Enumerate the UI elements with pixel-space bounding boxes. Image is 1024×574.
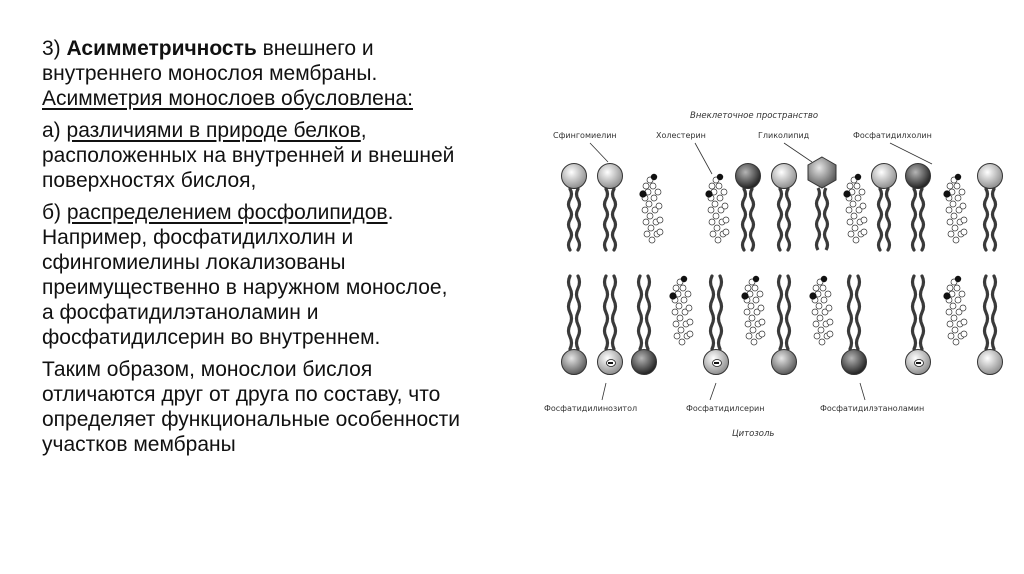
fatty-acid-tail [719,276,722,349]
cholesterol-atom [847,183,853,189]
cholesterol-atom [748,303,754,309]
cholesterol-atom [750,327,756,333]
cholesterol-atom [946,207,952,213]
slide-text [42,36,552,464]
item-number: 3) [42,37,67,60]
cholesterol-atom [961,319,967,325]
cholesterol-atom [676,303,682,309]
cholesterol-atom [714,225,720,231]
cholesterol-atom [819,339,825,345]
cholesterol-atom [678,327,684,333]
text-line: внутреннего монослоя мембраны. [42,62,378,85]
cholesterol-atom [814,333,820,339]
cholesterol-atom [650,183,656,189]
cholesterol-atom [952,327,958,333]
polar-head [978,164,1003,189]
cholesterol-atom [685,291,691,297]
cholesterol-atom [746,333,752,339]
cholesterol-atom [818,327,824,333]
outer-monolayer [562,157,1003,250]
cholesterol-atom [687,331,693,337]
fatty-acid-tail [751,189,754,250]
cholesterol-atom [744,309,750,315]
phosphatidylserine-label: Фосфатидилсерин [686,404,765,413]
text-line: сфингомиелины локализованы [42,251,346,274]
cholesterol-atom [961,331,967,337]
cholesterol-atom [651,195,657,201]
cholesterol-atom-dark [855,174,861,180]
cholesterol-atom [861,217,867,223]
cholesterol-label: Холестерин [656,131,706,140]
cholesterol-atom [758,305,764,311]
cholesterol-atom [852,225,858,231]
fatty-acid-tail [993,276,996,349]
polar-head [906,164,931,189]
cholesterol-atom [712,201,718,207]
cholesterol-atom [672,309,678,315]
item-letter: а) [42,119,67,142]
fatty-acid-tail [879,189,882,250]
cholesterol-atom [861,229,867,235]
cholesterol-atom [953,237,959,243]
cholesterol-atom [751,339,757,345]
cholesterol-hydroxyl [943,190,950,197]
polar-head [736,164,761,189]
cholesterol-atom [715,237,721,243]
cholesterol-atom [952,225,958,231]
polar-head [772,164,797,189]
fatty-acid-tail [639,276,642,349]
fatty-acid-tail [569,189,572,250]
cholesterol-atom [713,213,719,219]
fatty-acid-tail [887,189,890,250]
cholesterol-atom [674,333,680,339]
glycolipid-sugar-head [808,157,836,188]
fatty-acid-tail [613,276,616,349]
cholesterol-atom [812,309,818,315]
cholesterol-hydroxyl [843,190,850,197]
cholesterol-atom [656,203,662,209]
cholesterol-hydroxyl [943,292,950,299]
cholesterol-atom [951,315,957,321]
underlined-phrase: различиями в природе белков [66,119,361,142]
extracellular-space-label: Внеклеточное пространство [690,111,819,121]
cholesterol-atom [947,321,953,327]
fatty-acid-tail [787,276,790,349]
cholesterol-atom [816,303,822,309]
fatty-acid-tail [605,276,608,349]
polar-head [978,350,1003,375]
text-line: отличаются друг от друга по составу, что [42,383,441,406]
cholesterol-atom [959,189,965,195]
phosphatidylcholine-label: Фосфатидилхолин [853,131,932,140]
cholesterol-atom [679,339,685,345]
cholesterol-atom [687,319,693,325]
pointer-line [890,143,932,164]
glycolipid-tail [825,188,828,250]
cholesterol-atom [722,203,728,209]
cholesterol-atom [709,183,715,189]
pointer-line [590,143,608,162]
phosphatidylethanolamine-label: Фосфатидилэтаноламин [820,404,925,413]
polar-head [632,350,657,375]
cholesterol-atom [947,285,953,291]
punctuation: . [387,201,394,224]
pointer-line [860,383,865,400]
conclusion-paragraph [42,357,552,457]
fatty-acid-tail [985,189,988,250]
cholesterol-atom [961,229,967,235]
fatty-acid-tail [921,276,924,349]
cholesterol-atom [757,291,763,297]
polar-head [842,350,867,375]
cholesterol-atom [709,219,715,225]
cholesterol-hydroxyl [809,292,816,299]
sphingomyelin-label: Сфингомиелин [553,131,617,140]
cholesterol-atom [859,189,865,195]
asymmetry-paragraph [42,36,552,111]
text-line: поверхностях бислоя, [42,169,257,192]
item-letter: б) [42,201,67,224]
underlined-phrase: распределением фосфолипидов [66,201,388,224]
fatty-acid-tail [913,276,916,349]
glycolipid-label: Гликолипид [758,131,810,140]
cholesterol-atom [655,189,661,195]
cholesterol-atom [642,207,648,213]
polar-head [562,164,587,189]
fatty-acid-tail [787,189,790,250]
text-line: участков мембраны [42,433,236,456]
cholesterol-atom [853,237,859,243]
polar-head [562,350,587,375]
polar-head [772,350,797,375]
text-line: расположенных на внутренней и внешней [42,144,455,167]
text-line: преимущественно в наружном монослое, [42,276,448,299]
cholesterol-atom [813,285,819,291]
cholesterol-atom [723,229,729,235]
fatty-acid-tail [779,276,782,349]
cholesterol-atom [646,201,652,207]
cholesterol-atom [848,231,854,237]
fatty-acid-tail [921,189,924,250]
phospholipids-paragraph [42,200,552,350]
head-group-mark [714,362,719,364]
text-line: Например, фосфатидилхолин и [42,226,354,249]
cholesterol-atom [813,321,819,327]
polar-head [872,164,897,189]
cholesterol-atom [850,201,856,207]
pointer-line [602,383,606,400]
cholesterol-atom [657,229,663,235]
cholesterol-atom [686,305,692,311]
fatty-acid-tail [711,276,714,349]
cholesterol-atom [955,297,961,303]
cholesterol-atom-dark [681,276,687,282]
fatty-acid-tail [605,189,608,250]
fatty-acid-tail [849,276,852,349]
membrane-bilayer-diagram [540,100,1024,450]
pointer-line [695,143,712,174]
cholesterol-atom [752,285,758,291]
cholesterol-atom-dark [753,276,759,282]
cholesterol-atom [827,319,833,325]
cholesterol-atom [680,285,686,291]
cholesterol-atom [745,321,751,327]
fatty-acid-tail [857,276,860,349]
cholesterol-atom-dark [955,174,961,180]
cholesterol-hydroxyl [741,292,748,299]
cholesterol-atom [721,189,727,195]
cholesterol-atom [851,213,857,219]
cholesterol-atom-dark [651,174,657,180]
cytosol-label: Цитозоль [732,429,775,439]
fatty-acid-tail [569,276,572,349]
fatty-acid-tail [647,276,650,349]
cholesterol-atom [717,195,723,201]
cholesterol-atom [827,331,833,337]
cholesterol-atom [749,315,755,321]
cholesterol-atom-dark [821,276,827,282]
cholesterol-atom [643,183,649,189]
cholesterol-atom [708,207,714,213]
cholesterol-atom [826,305,832,311]
text-line: внешнего и [256,37,374,60]
fatty-acid-tail [985,276,988,349]
cholesterol-atom [948,231,954,237]
fatty-acid-tail [743,189,746,250]
cholesterol-atom [677,315,683,321]
glycolipid-tail [817,188,820,250]
cholesterol-atom [648,225,654,231]
text-line: фосфатидилсерин во внутреннем. [42,326,381,349]
cholesterol-atom [723,217,729,223]
term-asymmetry: Асимметричность [66,37,257,60]
cholesterol-atom [847,219,853,225]
cholesterol-atom [948,333,954,339]
pointer-line [710,383,716,400]
cholesterol-atom [950,303,956,309]
cholesterol-atom [716,183,722,189]
cholesterol-atom [947,219,953,225]
cholesterol-atom [954,183,960,189]
cholesterol-atom [649,237,655,243]
pointer-line [784,143,812,162]
cholesterol-atom [860,203,866,209]
proteins-paragraph [42,118,552,193]
cholesterol-atom [817,315,823,321]
head-group-mark [608,362,613,364]
fatty-acid-tail [913,189,916,250]
cholesterol-atom [644,231,650,237]
cholesterol-atom [960,305,966,311]
cholesterol-atom [673,285,679,291]
cholesterol-atom [710,231,716,237]
fatty-acid-tail [613,189,616,250]
cholesterol-atom-dark [717,174,723,180]
cholesterol-hydroxyl [669,292,676,299]
cholesterol-atom [950,201,956,207]
cholesterol-atom [657,217,663,223]
phosphatidylinositol-label: Фосфатидилинозитол [544,404,638,413]
cholesterol-atom [959,291,965,297]
cholesterol-atom [961,217,967,223]
cholesterol-atom [647,213,653,219]
cholesterol-atom [673,321,679,327]
cholesterol-atom [854,183,860,189]
head-group-mark [916,362,921,364]
underlined-text-line: Асимметрия монослоев обусловлена: [42,87,413,110]
cholesterol-atom [759,319,765,325]
cholesterol-atom [753,297,759,303]
cholesterol-atom [745,285,751,291]
fatty-acid-tail [779,189,782,250]
polar-head [598,164,623,189]
cholesterol-atom [643,219,649,225]
cholesterol-atom [953,339,959,345]
cholesterol-atom [955,195,961,201]
fatty-acid-tail [577,276,580,349]
cholesterol-hydroxyl [639,190,646,197]
cholesterol-atom [681,297,687,303]
fatty-acid-tail [577,189,580,250]
cholesterol-atom [825,291,831,297]
text-line: определяет функциональные особенности [42,408,460,431]
cholesterol-atom [951,213,957,219]
text-line: а фосфатидилэтаноламин и [42,301,319,324]
cholesterol-atom [947,183,953,189]
cholesterol-atom [960,203,966,209]
cholesterol-atom [946,309,952,315]
cholesterol-atom [821,297,827,303]
cholesterol-atom [846,207,852,213]
cholesterol-atom [759,331,765,337]
cholesterol-hydroxyl [705,190,712,197]
inner-monolayer [562,276,1003,375]
cholesterol-atom [954,285,960,291]
punctuation: , [360,119,367,142]
cholesterol-atom [820,285,826,291]
text-line: Таким образом, монослои бислоя [42,358,373,381]
cholesterol-atom-dark [955,276,961,282]
fatty-acid-tail [993,189,996,250]
cholesterol-atom [855,195,861,201]
